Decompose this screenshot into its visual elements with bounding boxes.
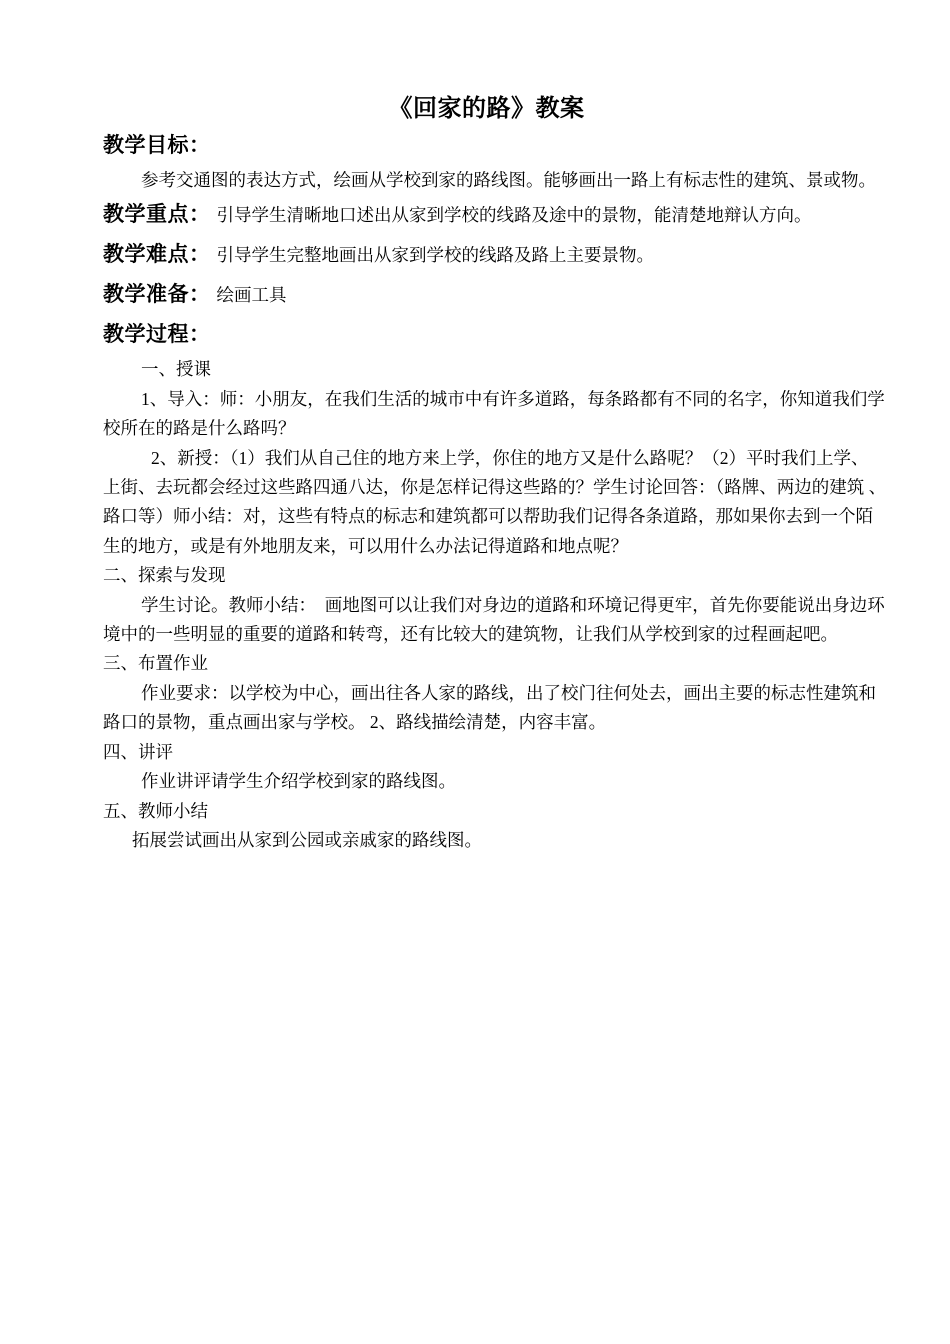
text-line: 路口等）师小结：对，这些有特点的标志和建筑都可以帮助我们记得各条道路，那如果你去到一个陌 [103,506,873,527]
heading-label: 教学难点： [103,243,211,267]
text-line: 四、讲评 [103,741,173,762]
text-line: 二、探索与发现 [103,565,226,586]
text-line: 作业要求：以学校为中心，画出往各人家的路线，出了校门往何处去，画出主要的标志性建筑和 [141,682,876,703]
heading-inline-text: 绘画工具 [216,285,287,306]
text-line: 2、新授：（1）我们从自己住的地方来上学，你住的地方又是什么路呢？（2）平时我们上学、 [151,447,869,468]
text-line: 一、授课 [141,359,211,380]
section-heading [103,235,870,275]
text-line: 五、教师小结 [103,800,208,821]
heading-label: 教学准备： [103,283,211,307]
heading-label: 教学目标： [103,134,211,157]
section-heading [103,126,870,166]
text-line: 作业讲评请学生介绍学校到家的路线图。 [141,771,456,792]
text-line: 路口的景物，重点画出家与学校。 2、路线描绘清楚，内容丰富。 [103,712,607,733]
text-line: 学生讨论。教师小结： 画地图可以让我们对身边的道路和环境记得更牢，首先你要能说出身边环 [141,594,885,615]
text-line: 参考交通图的表达方式，绘画从学校到家的路线图。能够画出一路上有标志性的建筑、景或物。 [141,170,876,190]
section-heading [103,315,870,355]
heading-label: 教学过程： [103,323,211,347]
heading-inline-text: 引导学生清晰地口述出从家到学校的线路及途中的景物，能清楚地辩认方向。 [216,205,812,226]
document-body [103,126,887,855]
text-line: 生的地方，或是有外地朋友来，可以用什么办法记得道路和地点呢？ [103,535,628,556]
heading-label: 教学重点： [103,203,211,227]
text-line: 1、导入：师：小朋友，在我们生活的城市中有许多道路，每条路都有不同的名字，你知道我们学 [141,388,885,409]
text-line: 境中的一些明显的重要的道路和转弯，还有比较大的建筑物，让我们从学校到家的过程画起吧。 [103,624,838,645]
text-line: 三、布置作业 [103,653,208,674]
section-heading [103,275,870,315]
text-line: 上街、去玩都会经过这些路四通八达，你是怎样记得这些路的？学生讨论回答：（路牌、两边的建筑 、 [103,477,887,498]
text-line: 拓展尝试画出从家到公园或亲戚家的路线图。 [132,829,482,850]
section-heading [103,195,870,235]
heading-inline-text: 引导学生完整地画出从家到学校的线路及路上主要景物。 [216,245,654,266]
page-title: 《回家的路》教案 [388,95,585,122]
text-line: 校所在的路是什么路吗？ [103,418,296,439]
